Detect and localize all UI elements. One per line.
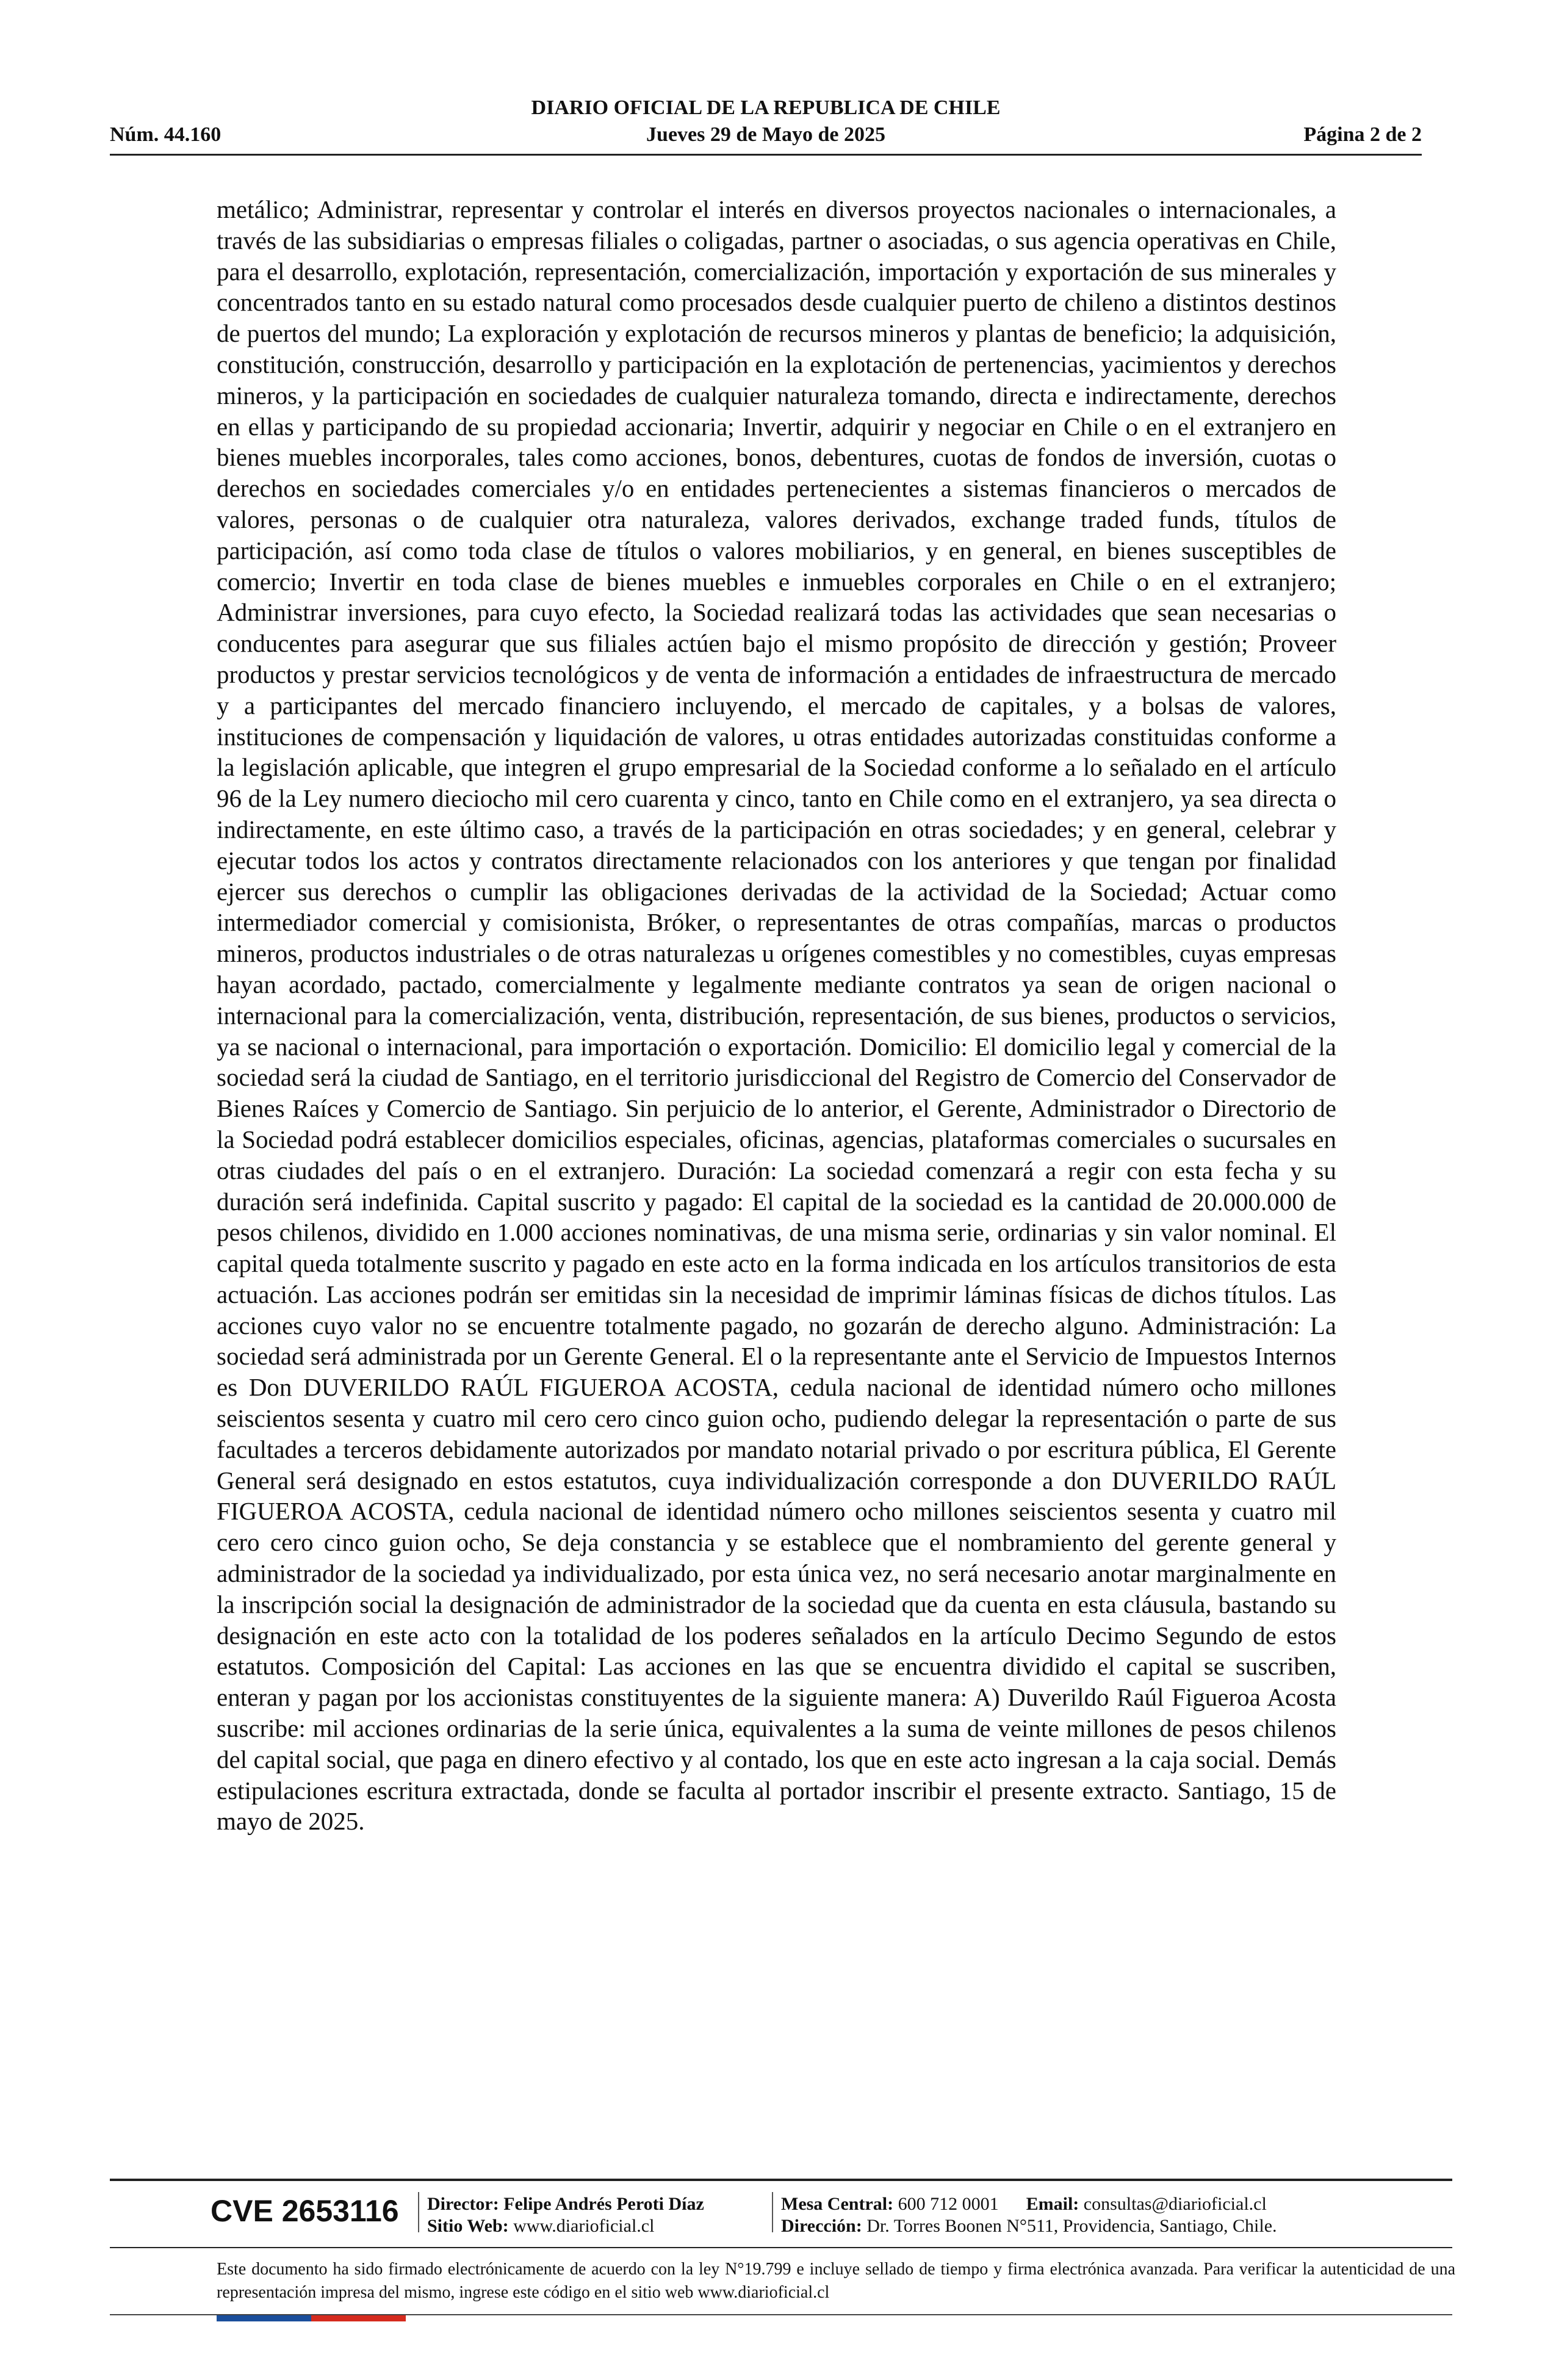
director-name: Felipe Andrés Peroti Díaz [503, 2194, 704, 2214]
page-header [110, 92, 1422, 159]
address-label: Dirección: [781, 2216, 862, 2236]
publication-title: DIARIO OFICIAL DE LA REPUBLICA DE CHILE [531, 96, 1001, 119]
footer-mid-rule [110, 2247, 1452, 2248]
publication-date: Jueves 29 de Mayo de 2025 [646, 123, 885, 146]
signature-note: Este documento ha sido firmado electrónicamente de acuerdo con la ley N°19.799 e incluye sellado de tiempo y firma electrónica avanzada. Para verificar la autenticidad de una representación impresa del mismo, ingrese este código en el sitio web www.diarioficial.cl [217, 2260, 1455, 2302]
contact-line [781, 2192, 1267, 2216]
cve-code: CVE 2653116 [211, 2194, 399, 2228]
phone-number: 600 712 0001 [898, 2194, 999, 2214]
issue-number: Núm. 44.160 [110, 123, 222, 146]
director-label: Director: [427, 2194, 499, 2214]
email-label: Email: [1026, 2194, 1079, 2214]
address-text: Dr. Torres Boonen N°511, Providencia, Santiago, Chile. [866, 2216, 1277, 2236]
website-link[interactable]: www.diarioficial.cl [513, 2216, 655, 2236]
flag-stripe-red [311, 2315, 406, 2321]
page-number: Página 2 de 2 [1303, 123, 1422, 146]
phone-label: Mesa Central: [781, 2194, 894, 2214]
email-link[interactable]: consultas@diarioficial.cl [1083, 2194, 1267, 2214]
footer-separator [418, 2192, 419, 2232]
website-line [427, 2214, 654, 2238]
header-divider [110, 154, 1422, 156]
page-footer [110, 2179, 1455, 2325]
footer-top-rule [110, 2179, 1452, 2181]
website-label: Sitio Web: [427, 2216, 509, 2236]
footer-separator [772, 2192, 773, 2232]
document-body: metálico; Administrar, representar y controlar el interés en diversos proyectos nacionales o internacionales, a través de las subsidiarias o empresas filiales o coligadas, partner o asociadas, o sus agencia operativas en Chile, para el desarrollo, explotación, representación, comercialización, importación y exportación de sus minerales y concentrados tanto en su estado natural como procesados desde cualquier puerto de chileno a distintos destinos de puertos del mundo; La exploración y explotación de recursos mineros y plantas de beneficio; la adquisición, constitución, construcción, desarrollo y participación en la explotación de pertenencias, yacimientos y derechos mineros, y la participación en sociedades de cualquier naturaleza tomando, directa e indirectamente, derechos en ellas y participando de su propiedad accionaria; Invertir, adquirir y negociar en Chile o en el extranjero en bienes muebles incorporales, tales como acciones, bonos, debentures, cuotas de fondos de inversión, cuotas o derechos en sociedades comerciales y/o en entidades pertenecientes a sistemas financieros o mercados de valores, personas o de cualquier otra naturaleza, valores derivados, exchange traded funds, títulos de participación, así como toda clase de títulos o valores mobiliarios, y en general, en bienes susceptibles de comercio; Invertir en toda clase de bienes muebles e inmuebles corporales en Chile o en el extranjero; Administrar inversiones, para cuyo efecto, la Sociedad realizará todas las actividades que sean necesarias o conducentes para asegurar que sus filiales actúen bajo el mismo propósito de dirección y gestión; Proveer productos y prestar servicios tecnológicos y de venta de información a entidades de infraestructura de mercado y a participantes del mercado financiero incluyendo, el mercado de capitales, y a bolsas de valores, instituciones de compensación y liquidación de valores, u otras entidades autorizadas constituidas conforme a la legislación aplicable, que integren el grupo empresarial de la Sociedad conforme a lo señalado en el artículo 96 de la Ley numero dieciocho mil cero cuarenta y cinco, tanto en Chile como en el extranjero, ya sea directa o indirectamente, en este último caso, a través de la participación en otras sociedades; y en general, celebrar y ejecutar todos los actos y contratos directamente relacionados con los anteriores y que tengan por finalidad ejercer sus derechos o cumplir las obligaciones derivadas de la actividad de la Sociedad; Actuar como intermediador comercial y comisionista, Bróker, o representantes de otras compañías, marcas o productos mineros, productos industriales o de otras naturalezas u orígenes comestibles y no comestibles, cuyas empresas hayan acordado, pactado, comercialmente y legalmente mediante contratos ya sean de origen nacional o internacional para la comercialización, venta, distribución, representación, de sus bienes, productos o servicios, ya se nacional o internacional, para importación o exportación. Domicilio: El domicilio legal y comercial de la sociedad será la ciudad de Santiago, en el territorio jurisdiccional del Registro de Comercio del Conservador de Bienes Raíces y Comercio de Santiago. Sin perjuicio de lo anterior, el Gerente, Administrador o Directorio de la Sociedad podrá establecer domicilios especiales, oficinas, agencias, plataformas comerciales o sucursales en otras ciudades del país o en el extranjero. Duración: La sociedad comenzará a regir con esta fecha y su duración será indefinida. Capital suscrito y pagado: El capital de la sociedad es la cantidad de 20.000.000 de pesos chilenos, dividido en 1.000 acciones nominativas, de una misma serie, ordinarias y sin valor nominal. El capital queda totalmente suscrito y pagado en este acto en la forma indicada en los artículos transitorios de esta actuación. Las acciones podrán ser emitidas sin la necesidad de imprimir láminas físicas de dichos títulos. Las acciones cuyo valor no se encuentre totalmente pagado, no gozarán de derecho alguno. Administración: La sociedad será administrada por un Gerente General. El o la representante ante el Servicio de Impuestos Internos es Don DUVERILDO RAÚL FIGUEROA ACOSTA, cedula nacional de identidad número ocho millones seiscientos sesenta y cuatro mil cero cero cinco guion ocho, pudiendo delegar la representación o parte de sus facultades a terceros debidamente autorizados por mandato notarial privado o por escritura pública, El Gerente General será designado en estos estatutos, cuya individualización corresponde a don DUVERILDO RAÚL FIGUEROA ACOSTA, cedula nacional de identidad número ocho millones seiscientos sesenta y cuatro mil cero cero cinco guion ocho, Se deja constancia y se establece que el nombramiento del gerente general y administrador de la sociedad ya individualizado, por esta única vez, no será necesario anotar marginalmente en la inscripción social la designación de administrador de la sociedad que da cuenta en esta cláusula, bastando su designación en este acto con la totalidad de los poderes señalados en la artículo Decimo Segundo de estos estatutos. Composición del Capital: Las acciones en las que se encuentra dividido el capital se suscriben, enteran y pagan por los accionistas constituyentes de la siguiente manera: A) Duverildo Raúl Figueroa Acosta suscribe: mil acciones ordinarias de la serie única, equivalentes a la suma de veinte millones de pesos chilenos del capital social, que paga en dinero efectivo y al contado, los que en este acto ingresan a la caja social. Demás estipulaciones escritura extractada, donde se faculta al portador inscribir el presente extracto. Santiago, 15 de mayo de 2025. [217, 195, 1336, 1836]
address-line [781, 2214, 1277, 2238]
flag-stripe-blue [217, 2315, 311, 2321]
director-line [427, 2192, 704, 2216]
